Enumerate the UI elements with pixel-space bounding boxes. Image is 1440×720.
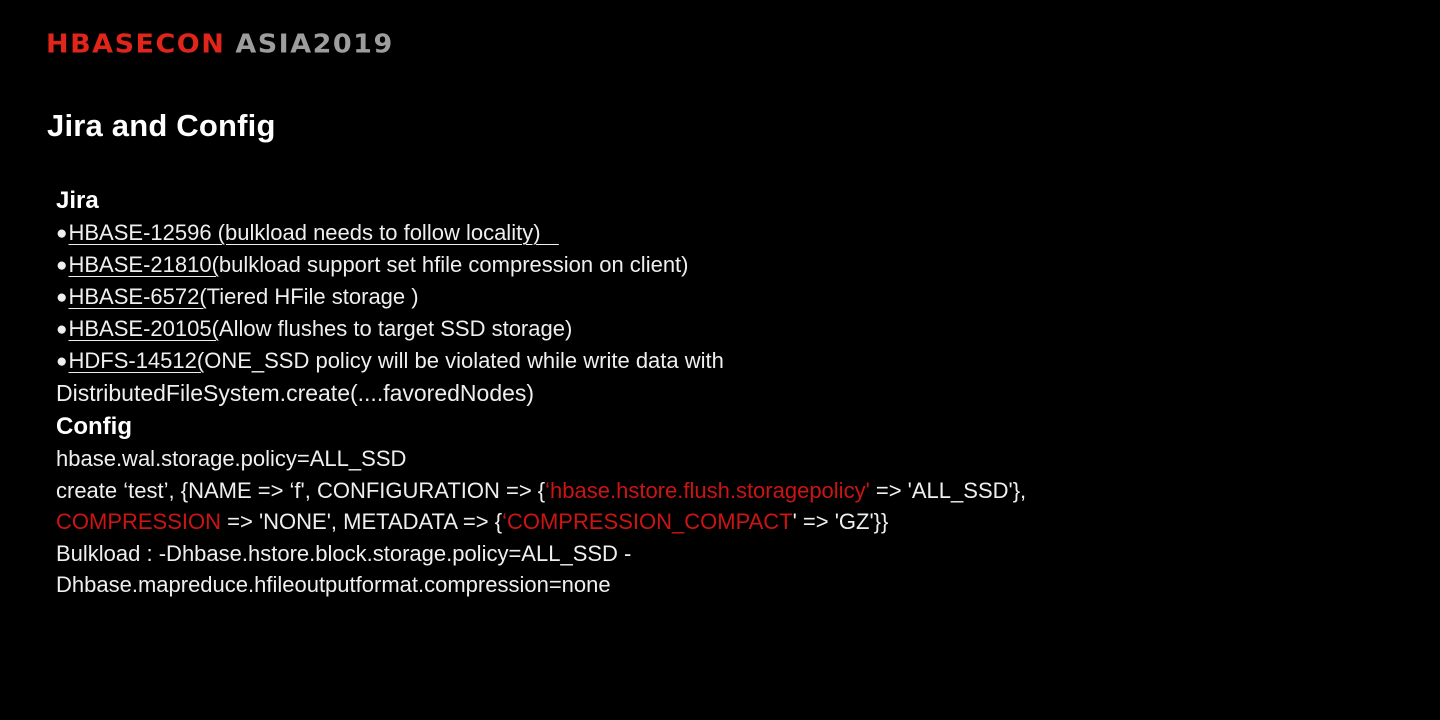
config-line (56, 538, 1420, 570)
page-title: Jira and Config (47, 108, 276, 143)
jira-item (56, 217, 1420, 249)
jira-ticket-link[interactable]: HBASE-20105( (68, 316, 219, 341)
jira-item (56, 313, 1420, 345)
jira-item-text: bulkload support set hfile compression on client) (218, 252, 689, 277)
config-text: hbase.wal.storage.policy=ALL_SSD (56, 446, 407, 471)
config-text: Bulkload : -Dhbase.hstore.block.storage.policy=ALL_SSD - (56, 540, 632, 566)
config-line (56, 443, 1420, 475)
jira-item (56, 249, 1420, 281)
config-line (56, 506, 1420, 538)
bullet-icon: ● (56, 351, 68, 372)
config-section-heading: Config (56, 413, 132, 440)
bullet-icon: ● (56, 223, 68, 244)
config-line (56, 475, 1420, 507)
bullet-icon: ● (56, 319, 68, 340)
conference-logo (46, 30, 394, 59)
bullet-icon: ● (56, 255, 68, 276)
logo-hbasecon: HBASECON (46, 29, 226, 60)
jira-item (56, 345, 1420, 377)
config-text: ' => 'GZ'}} (792, 509, 889, 534)
jira-item (56, 281, 1420, 313)
jira-item-text: Tiered HFile storage ) (206, 284, 419, 309)
jira-ticket-link[interactable]: HBASE-12596 (bulkload needs to follow locality) (68, 220, 559, 245)
jira-item-text: ONE_SSD policy will be violated while write data with (204, 348, 724, 373)
jira-ticket-link[interactable]: HBASE-6572( (68, 284, 207, 309)
jira-ticket-link[interactable]: HBASE-21810( (68, 252, 219, 277)
jira-ticket-link[interactable]: HDFS-14512( (68, 348, 205, 373)
config-text: => 'NONE', METADATA => { (221, 509, 503, 534)
jira-section-heading: Jira (56, 187, 99, 214)
config-line (56, 569, 1420, 601)
logo-asia2019: ASIA2019 (235, 29, 394, 60)
bullet-icon: ● (56, 287, 68, 308)
jira-list (56, 217, 1420, 377)
config-lines (56, 443, 1420, 601)
config-highlight: COMPRESSION (56, 509, 222, 534)
slide-content (56, 184, 1420, 601)
config-highlight: ‘hbase.hstore.flush.storagepolicy' (545, 477, 870, 503)
jira-continuation-line: DistributedFileSystem.create(....favoredNodes) (56, 380, 535, 406)
config-highlight: ‘COMPRESSION_COMPACT (502, 509, 793, 534)
config-text: create ‘test’, {NAME => ‘f', CONFIGURATION => { (56, 477, 546, 503)
config-text: => 'ALL_SSD'}, (869, 477, 1027, 503)
config-text: Dhbase.mapreduce.hfileoutputformat.compression=none (56, 572, 611, 597)
jira-item-text: Allow flushes to target SSD storage) (218, 316, 573, 341)
